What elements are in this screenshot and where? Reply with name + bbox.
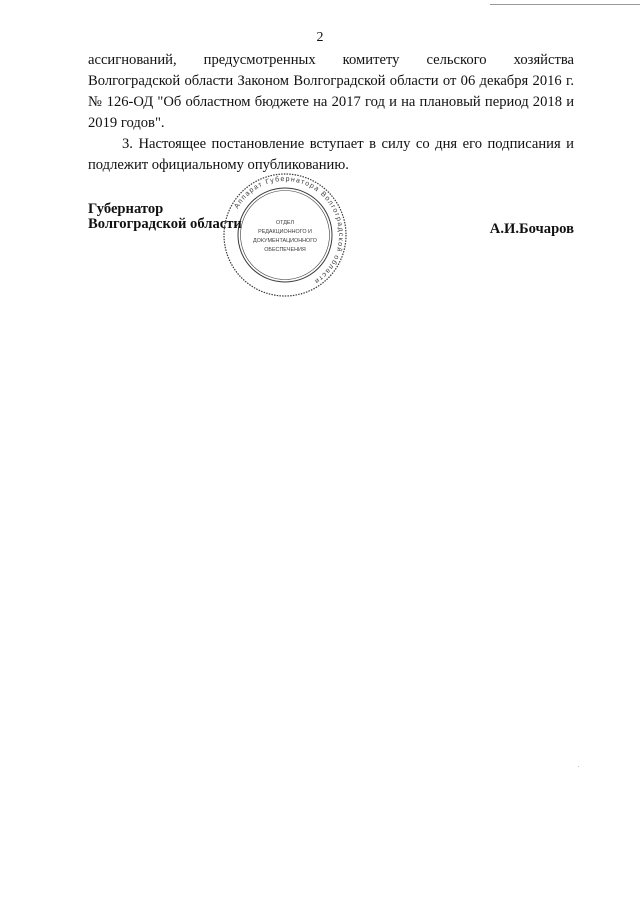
signatory-name: А.И.Бочаров bbox=[489, 221, 574, 237]
signatory-position bbox=[88, 202, 242, 232]
seal-inner-line-4: ОБЕСПЕЧЕНИЯ bbox=[264, 247, 306, 253]
top-edge-rule bbox=[490, 4, 640, 5]
seal-inner-line-3: ДОКУМЕНТАЦИОННОГО bbox=[253, 238, 317, 244]
scan-speck bbox=[578, 766, 579, 767]
page-number: 2 bbox=[316, 30, 324, 45]
signatory-position-line-1: Губернатор bbox=[88, 201, 164, 217]
seal-inner-line-2: РЕДАКЦИОННОГО И bbox=[258, 229, 312, 235]
signatory-position-line-2: Волгоградской области bbox=[88, 216, 242, 232]
official-seal bbox=[222, 172, 348, 298]
document-body bbox=[88, 50, 574, 176]
paragraph-3: 3. Настоящее постановление вступает в силу со дня его подписания и подлежит официальному опубликованию. bbox=[88, 136, 574, 173]
paragraph-continued: ассигнований, предусмотренных комитету сельского хозяйства Волгоградской области Законом Волгоградской области от 06 декабря 2016 г. № 126-ОД "Об областном бюджете на 2017 год и на плановый период 2018 и 2019 годов". bbox=[88, 52, 574, 131]
seal-outer-text: Аппарат Губернатора Волгоградской области bbox=[233, 175, 345, 286]
seal-inner-line-1: ОТДЕЛ bbox=[275, 220, 295, 226]
